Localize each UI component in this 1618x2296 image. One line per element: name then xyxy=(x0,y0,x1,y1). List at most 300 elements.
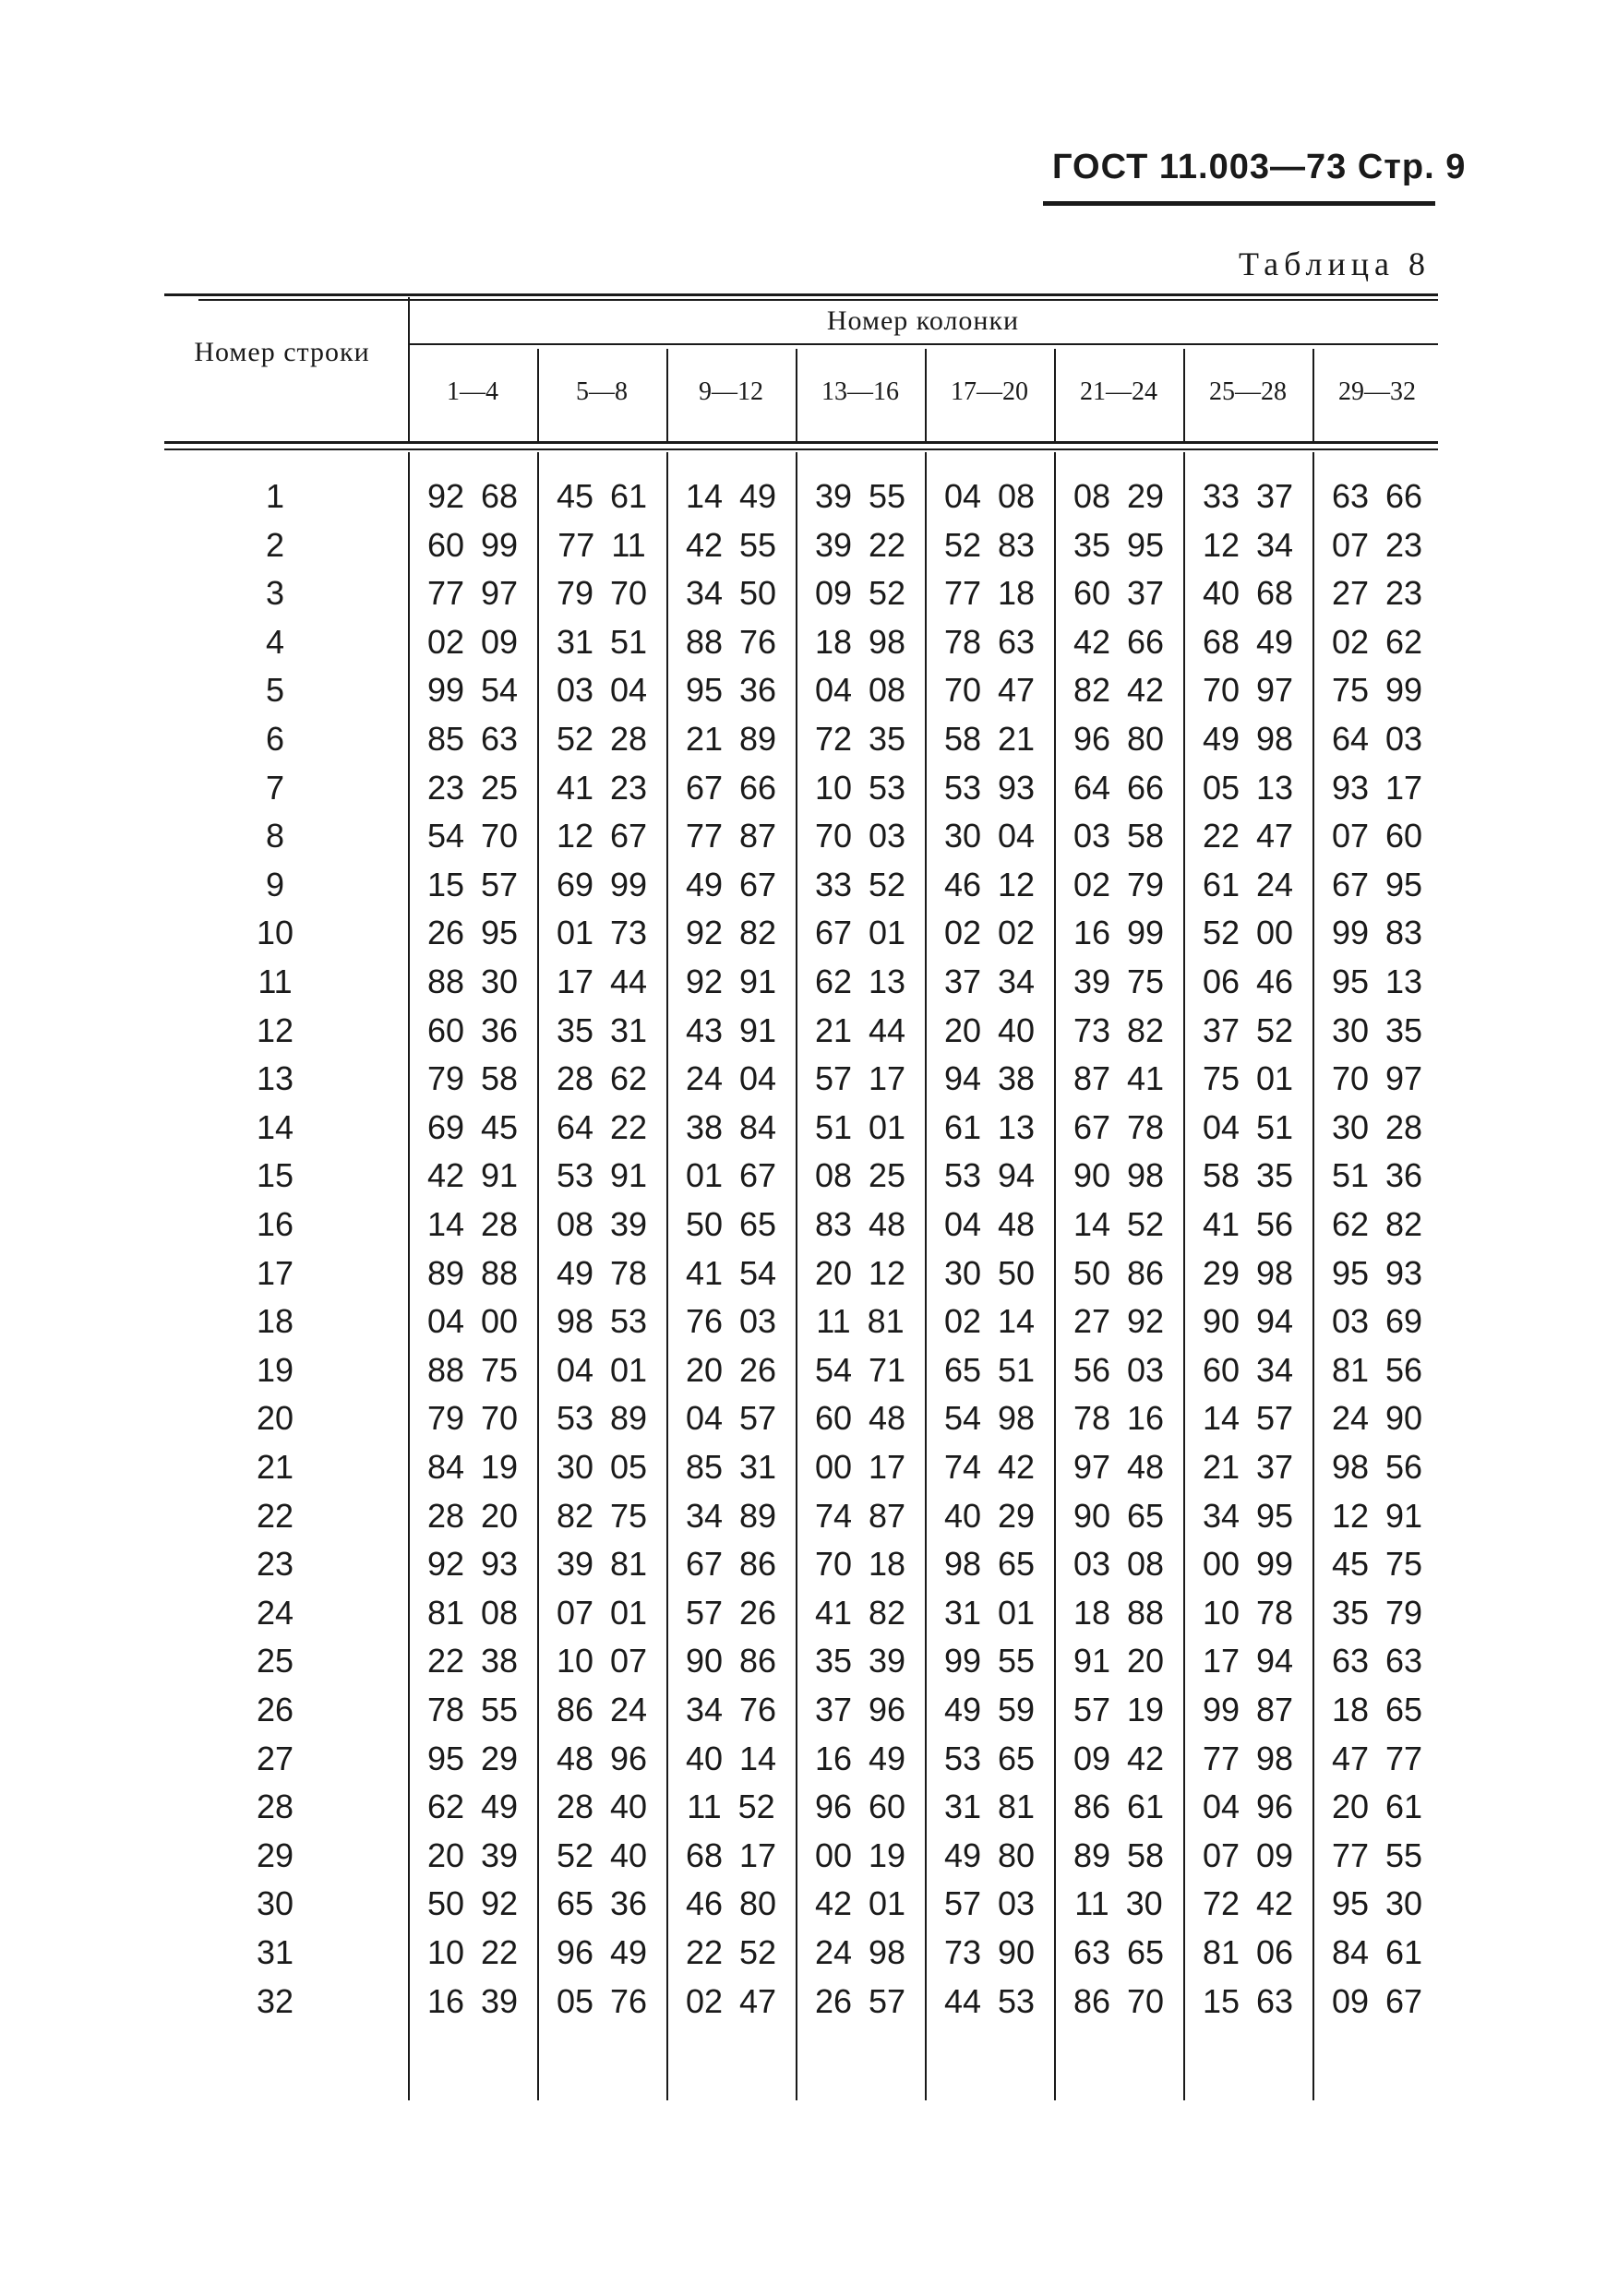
table-cell: 72 42 xyxy=(1202,1884,1294,1923)
table-cell: 39 55 xyxy=(814,477,906,515)
table-cell: 60 34 xyxy=(1202,1350,1294,1389)
table-cell: 77 87 xyxy=(685,817,777,855)
table-cell: 04 96 xyxy=(1202,1788,1294,1826)
row-number: 8 xyxy=(265,817,285,855)
table-cell: 73 90 xyxy=(943,1933,1036,1971)
table-cell: 18 88 xyxy=(1073,1593,1165,1632)
table-cell: 89 58 xyxy=(1073,1836,1165,1874)
table-cell: 07 60 xyxy=(1331,817,1423,855)
row-number: 19 xyxy=(256,1350,294,1389)
table-cell: 04 00 xyxy=(426,1302,519,1341)
table-cell: 01 73 xyxy=(556,914,648,952)
table-cell: 10 22 xyxy=(426,1933,519,1971)
table-cell: 67 01 xyxy=(814,914,906,952)
row-number: 28 xyxy=(256,1788,294,1826)
table-cell: 67 86 xyxy=(685,1545,777,1584)
table-cell: 40 68 xyxy=(1202,574,1294,613)
table-cell: 54 98 xyxy=(943,1399,1036,1438)
table-cell: 82 42 xyxy=(1073,671,1165,710)
table-cell: 56 03 xyxy=(1073,1350,1165,1389)
table-cell: 63 66 xyxy=(1331,477,1423,515)
table-cell: 05 76 xyxy=(556,1981,648,2020)
table-cell: 81 56 xyxy=(1331,1350,1423,1389)
table-cell: 20 61 xyxy=(1331,1788,1423,1826)
table-cell: 42 01 xyxy=(814,1884,906,1923)
table-cell: 61 24 xyxy=(1202,865,1294,903)
table-cell: 12 67 xyxy=(556,817,648,855)
row-number: 1 xyxy=(265,477,285,515)
table-cell: 90 86 xyxy=(685,1642,777,1680)
table-cell: 52 83 xyxy=(943,525,1036,564)
table-cell: 07 09 xyxy=(1202,1836,1294,1874)
table-cell: 47 77 xyxy=(1331,1739,1423,1777)
table-cell: 08 39 xyxy=(556,1205,648,1243)
row-number: 24 xyxy=(256,1593,294,1632)
table-cell: 98 56 xyxy=(1331,1448,1423,1486)
table-cell: 92 93 xyxy=(426,1545,519,1584)
table-cell: 78 63 xyxy=(943,622,1036,661)
table-cell: 86 24 xyxy=(556,1691,648,1728)
table-cell: 02 02 xyxy=(943,914,1036,952)
table-cell: 90 98 xyxy=(1073,1156,1165,1195)
row-number: 6 xyxy=(265,720,285,758)
table-cell: 95 36 xyxy=(685,671,777,710)
table-cell: 29 98 xyxy=(1202,1253,1294,1292)
table-cell: 08 25 xyxy=(814,1156,906,1195)
header-rule xyxy=(1043,201,1435,206)
table-cell: 39 22 xyxy=(814,525,906,564)
row-number: 31 xyxy=(256,1933,294,1971)
table-cell: 99 83 xyxy=(1331,914,1423,952)
table-cell: 99 87 xyxy=(1202,1691,1294,1728)
row-number: 25 xyxy=(256,1642,294,1680)
table-cell: 23 25 xyxy=(426,768,519,807)
table-head-rule-inner xyxy=(164,448,1438,450)
table-cell: 75 01 xyxy=(1202,1059,1294,1098)
table-cell: 18 98 xyxy=(814,622,906,661)
table-cell: 42 91 xyxy=(426,1156,519,1195)
table-cell: 70 97 xyxy=(1331,1059,1423,1098)
table-cell: 07 23 xyxy=(1331,525,1423,564)
table-cell: 57 19 xyxy=(1073,1691,1165,1728)
table-cell: 77 98 xyxy=(1202,1739,1294,1777)
table-cell: 30 05 xyxy=(556,1448,648,1486)
table-cell: 37 52 xyxy=(1202,1010,1294,1049)
table-cell: 68 17 xyxy=(685,1836,777,1874)
table-cell: 45 75 xyxy=(1331,1545,1423,1584)
table-cell: 78 55 xyxy=(426,1691,519,1728)
table-cell: 76 03 xyxy=(685,1302,777,1341)
table-cell: 88 75 xyxy=(426,1350,519,1389)
table-cell: 27 23 xyxy=(1331,574,1423,613)
table-cell: 53 89 xyxy=(556,1399,648,1438)
table-cell: 67 78 xyxy=(1073,1107,1165,1146)
table-cell: 41 54 xyxy=(685,1253,777,1292)
row-number: 3 xyxy=(265,574,285,613)
table-cell: 78 16 xyxy=(1073,1399,1165,1438)
table-cell: 94 38 xyxy=(943,1059,1036,1098)
table-cell: 54 71 xyxy=(814,1350,906,1389)
table-cell: 89 88 xyxy=(426,1253,519,1292)
table-cell: 42 66 xyxy=(1073,622,1165,661)
table-cell: 93 17 xyxy=(1331,768,1423,807)
table-cell: 12 91 xyxy=(1331,1496,1423,1535)
table-cell: 49 78 xyxy=(556,1253,648,1292)
table-cell: 43 91 xyxy=(685,1010,777,1049)
table-cell: 24 04 xyxy=(685,1059,777,1098)
table-cell: 90 94 xyxy=(1202,1302,1294,1341)
row-number: 5 xyxy=(265,671,285,710)
table-cell: 84 19 xyxy=(426,1448,519,1486)
row-number: 32 xyxy=(256,1981,294,2020)
row-number: 27 xyxy=(256,1739,294,1777)
table-cell: 64 22 xyxy=(556,1107,648,1146)
table-cell: 14 49 xyxy=(685,477,777,515)
table-cell: 07 01 xyxy=(556,1593,648,1632)
table-cell: 02 79 xyxy=(1073,865,1165,903)
table-cell: 96 60 xyxy=(814,1788,906,1826)
table-cell: 60 37 xyxy=(1073,574,1165,613)
table-cell: 24 90 xyxy=(1331,1399,1423,1438)
table-cell: 58 35 xyxy=(1202,1156,1294,1195)
column-header: 17—20 xyxy=(951,377,1028,406)
table-cell: 70 97 xyxy=(1202,671,1294,710)
table-cell: 37 96 xyxy=(814,1691,906,1728)
table-cell: 51 01 xyxy=(814,1107,906,1146)
table-cell: 79 70 xyxy=(426,1399,519,1438)
table-cell: 54 70 xyxy=(426,817,519,855)
table-cell: 27 92 xyxy=(1073,1302,1165,1341)
table-cell: 58 21 xyxy=(943,720,1036,758)
table-cell: 35 31 xyxy=(556,1010,648,1049)
column-header: 9—12 xyxy=(699,377,763,406)
table-cell: 06 46 xyxy=(1202,963,1294,1000)
table-cell: 62 13 xyxy=(814,963,906,1000)
table-cell: 72 35 xyxy=(814,720,906,758)
table-cell: 04 48 xyxy=(943,1205,1036,1243)
table-cell: 35 95 xyxy=(1073,525,1165,564)
table-cell: 00 19 xyxy=(814,1836,906,1874)
table-cell: 77 55 xyxy=(1331,1836,1423,1874)
table-cell: 34 95 xyxy=(1202,1496,1294,1535)
table-cell: 14 52 xyxy=(1073,1205,1165,1243)
table-cell: 28 62 xyxy=(556,1059,648,1098)
table-cell: 60 48 xyxy=(814,1399,906,1438)
table-cell: 70 47 xyxy=(943,671,1036,710)
table-cell: 09 52 xyxy=(814,574,906,613)
table-cell: 04 57 xyxy=(685,1399,777,1438)
table-cell: 52 40 xyxy=(556,1836,648,1874)
table-cell: 16 39 xyxy=(426,1981,519,2020)
table-cell: 20 26 xyxy=(685,1350,777,1389)
table-cell: 99 54 xyxy=(426,671,519,710)
table-cell: 08 29 xyxy=(1073,477,1165,515)
table-cell: 40 29 xyxy=(943,1496,1036,1535)
table-cell: 83 48 xyxy=(814,1205,906,1243)
column-header: 1—4 xyxy=(447,377,498,406)
table-cell: 87 41 xyxy=(1073,1059,1165,1098)
table-cell: 04 08 xyxy=(814,671,906,710)
page-header-title: ГОСТ 11.003—73 Стр. 9 xyxy=(1052,148,1467,186)
table-cell: 04 01 xyxy=(556,1350,648,1389)
table-cell: 37 34 xyxy=(943,963,1036,1000)
table-cell: 53 91 xyxy=(556,1156,648,1195)
table-cell: 57 03 xyxy=(943,1884,1036,1923)
table-cell: 10 53 xyxy=(814,768,906,807)
table-cell: 15 63 xyxy=(1202,1981,1294,2020)
table-cell: 74 87 xyxy=(814,1496,906,1535)
table-cell: 82 75 xyxy=(556,1496,648,1535)
table-cell: 41 82 xyxy=(814,1593,906,1632)
table-cell: 70 18 xyxy=(814,1545,906,1584)
table-cell: 77 11 xyxy=(557,525,646,564)
table-cell: 34 76 xyxy=(685,1691,777,1728)
table-cell: 00 99 xyxy=(1202,1545,1294,1584)
table-cell: 14 28 xyxy=(426,1205,519,1243)
column-group-rule xyxy=(408,343,1438,345)
table-cell: 96 49 xyxy=(556,1933,648,1971)
table-cell: 65 36 xyxy=(556,1884,648,1923)
table-cell: 95 13 xyxy=(1331,963,1423,1000)
column-header: 25—28 xyxy=(1209,377,1287,406)
column-header: 13—16 xyxy=(821,377,899,406)
row-number: 9 xyxy=(265,865,285,903)
table-cell: 02 14 xyxy=(943,1302,1036,1341)
table-cell: 73 82 xyxy=(1073,1010,1165,1049)
column-header: 29—32 xyxy=(1338,377,1416,406)
row-number: 17 xyxy=(256,1253,294,1292)
table-cell: 02 62 xyxy=(1331,622,1423,661)
table-cell: 42 55 xyxy=(685,525,777,564)
table-cell: 60 36 xyxy=(426,1010,519,1049)
row-number: 10 xyxy=(256,914,294,952)
table-cell: 60 99 xyxy=(426,525,519,564)
table-cell: 03 08 xyxy=(1073,1545,1165,1584)
table-cell: 30 04 xyxy=(943,817,1036,855)
table-cell: 04 51 xyxy=(1202,1107,1294,1146)
table-cell: 68 49 xyxy=(1202,622,1294,661)
table-cell: 41 56 xyxy=(1202,1205,1294,1243)
table-cell: 99 55 xyxy=(943,1642,1036,1680)
table-cell: 05 13 xyxy=(1202,768,1294,807)
table-cell: 63 63 xyxy=(1331,1642,1423,1680)
table-cell: 92 82 xyxy=(685,914,777,952)
table-cell: 74 42 xyxy=(943,1448,1036,1486)
table-cell: 46 80 xyxy=(685,1884,777,1923)
table-cell: 16 99 xyxy=(1073,914,1165,952)
table-cell: 49 67 xyxy=(685,865,777,903)
table-cell: 31 01 xyxy=(943,1593,1036,1632)
table-caption: Таблица 8 xyxy=(1239,245,1431,282)
table-cell: 09 42 xyxy=(1073,1739,1165,1777)
table-cell: 21 37 xyxy=(1202,1448,1294,1486)
table-cell: 88 30 xyxy=(426,963,519,1000)
table-cell: 63 65 xyxy=(1073,1933,1165,1971)
row-number: 26 xyxy=(256,1691,294,1728)
table-cell: 62 49 xyxy=(426,1788,519,1826)
table-cell: 69 45 xyxy=(426,1107,519,1146)
row-number: 4 xyxy=(265,622,285,661)
table-cell: 22 47 xyxy=(1202,817,1294,855)
table-cell: 65 51 xyxy=(943,1350,1036,1389)
table-cell: 86 61 xyxy=(1073,1788,1165,1826)
row-number: 22 xyxy=(256,1496,294,1535)
table-cell: 97 48 xyxy=(1073,1448,1165,1486)
table-cell: 95 29 xyxy=(426,1739,519,1777)
table-cell: 35 39 xyxy=(814,1642,906,1680)
table-cell: 81 06 xyxy=(1202,1933,1294,1971)
table-cell: 95 30 xyxy=(1331,1884,1423,1923)
table-cell: 88 76 xyxy=(685,622,777,661)
table-cell: 92 68 xyxy=(426,477,519,515)
row-number: 14 xyxy=(256,1107,294,1146)
table-cell: 84 61 xyxy=(1331,1933,1423,1971)
table-cell: 67 95 xyxy=(1331,865,1423,903)
table-cell: 50 65 xyxy=(685,1205,777,1243)
table-cell: 86 70 xyxy=(1073,1981,1165,2020)
table-cell: 31 51 xyxy=(556,622,648,661)
table-cell: 52 28 xyxy=(556,720,648,758)
table-cell: 34 89 xyxy=(685,1496,777,1535)
table-cell: 90 65 xyxy=(1073,1496,1165,1535)
table-cell: 11 81 xyxy=(816,1302,905,1341)
table-cell: 69 99 xyxy=(556,865,648,903)
table-cell: 95 93 xyxy=(1331,1253,1423,1292)
table-cell: 26 95 xyxy=(426,914,519,952)
table-cell: 17 44 xyxy=(556,963,648,1000)
table-cell: 45 61 xyxy=(556,477,648,515)
table-cell: 03 04 xyxy=(556,671,648,710)
table-cell: 57 17 xyxy=(814,1059,906,1098)
table-cell: 03 69 xyxy=(1331,1302,1423,1341)
table-cell: 11 52 xyxy=(687,1788,775,1826)
table-cell: 21 44 xyxy=(814,1010,906,1049)
table-cell: 11 30 xyxy=(1074,1884,1163,1923)
table-cell: 62 82 xyxy=(1331,1205,1423,1243)
table-cell: 85 63 xyxy=(426,720,519,758)
row-number: 16 xyxy=(256,1205,294,1243)
table-cell: 75 99 xyxy=(1331,671,1423,710)
table-cell: 38 84 xyxy=(685,1107,777,1146)
table-cell: 50 92 xyxy=(426,1884,519,1923)
table-cell: 98 65 xyxy=(943,1545,1036,1584)
table-cell: 20 12 xyxy=(814,1253,906,1292)
table-cell: 22 38 xyxy=(426,1642,519,1680)
table-cell: 92 91 xyxy=(685,963,777,1000)
table-cell: 15 57 xyxy=(426,865,519,903)
table-cell: 70 03 xyxy=(814,817,906,855)
table-cell: 49 98 xyxy=(1202,720,1294,758)
table-head-rule xyxy=(164,441,1438,444)
table-cell: 49 59 xyxy=(943,1691,1036,1728)
table-top-rule xyxy=(164,293,1438,296)
table-cell: 00 17 xyxy=(814,1448,906,1486)
table-cell: 44 53 xyxy=(943,1981,1036,2020)
table-cell: 35 79 xyxy=(1331,1593,1423,1632)
row-number: 2 xyxy=(265,525,285,564)
table-cell: 64 03 xyxy=(1331,720,1423,758)
table-cell: 01 67 xyxy=(685,1156,777,1195)
table-cell: 85 31 xyxy=(685,1448,777,1486)
table-cell: 14 57 xyxy=(1202,1399,1294,1438)
row-number: 21 xyxy=(256,1448,294,1486)
row-number: 12 xyxy=(256,1010,294,1049)
row-number: 20 xyxy=(256,1399,294,1438)
table-cell: 53 65 xyxy=(943,1739,1036,1777)
table-cell: 33 52 xyxy=(814,865,906,903)
table-cell: 31 81 xyxy=(943,1788,1036,1826)
table-cell: 34 50 xyxy=(685,574,777,613)
table-cell: 10 78 xyxy=(1202,1593,1294,1632)
column-header: 5—8 xyxy=(576,377,628,406)
row-number: 13 xyxy=(256,1059,294,1098)
table-cell: 02 09 xyxy=(426,622,519,661)
table-cell: 40 14 xyxy=(685,1739,777,1777)
table-cell: 81 08 xyxy=(426,1593,519,1632)
table-cell: 61 13 xyxy=(943,1107,1036,1146)
table-cell: 48 96 xyxy=(556,1739,648,1777)
table-cell: 64 66 xyxy=(1073,768,1165,807)
column-group-header: Номер колонки xyxy=(826,305,1020,336)
table-cell: 67 66 xyxy=(685,768,777,807)
table-cell: 33 37 xyxy=(1202,477,1294,515)
table-cell: 53 93 xyxy=(943,768,1036,807)
table-cell: 28 40 xyxy=(556,1788,648,1826)
table-cell: 10 07 xyxy=(556,1642,648,1680)
table-cell: 02 47 xyxy=(685,1981,777,2020)
table-cell: 20 40 xyxy=(943,1010,1036,1049)
table-cell: 46 12 xyxy=(943,865,1036,903)
row-number: 18 xyxy=(256,1302,294,1341)
table-cell: 50 86 xyxy=(1073,1253,1165,1292)
table-cell: 53 94 xyxy=(943,1156,1036,1195)
table-cell: 12 34 xyxy=(1202,525,1294,564)
table-cell: 79 58 xyxy=(426,1059,519,1098)
table-cell: 98 53 xyxy=(556,1302,648,1341)
table-cell: 21 89 xyxy=(685,720,777,758)
table-cell: 04 08 xyxy=(943,477,1036,515)
table-cell: 77 18 xyxy=(943,574,1036,613)
table-cell: 24 98 xyxy=(814,1933,906,1971)
column-header: 21—24 xyxy=(1080,377,1157,406)
table-cell: 57 26 xyxy=(685,1593,777,1632)
table-cell: 16 49 xyxy=(814,1739,906,1777)
table-cell: 79 70 xyxy=(556,574,648,613)
table-cell: 39 81 xyxy=(556,1545,648,1584)
row-number: 29 xyxy=(256,1836,294,1874)
table-cell: 17 94 xyxy=(1202,1642,1294,1680)
row-number: 23 xyxy=(256,1545,294,1584)
table-cell: 30 35 xyxy=(1331,1010,1423,1049)
table-cell: 77 97 xyxy=(426,574,519,613)
table-cell: 18 65 xyxy=(1331,1691,1423,1728)
table-cell: 28 20 xyxy=(426,1496,519,1535)
row-number: 11 xyxy=(258,963,293,1000)
table-cell: 30 28 xyxy=(1331,1107,1423,1146)
table-cell: 49 80 xyxy=(943,1836,1036,1874)
row-number-header: Номер строки xyxy=(194,337,370,367)
row-number: 15 xyxy=(256,1156,294,1195)
table-cell: 09 67 xyxy=(1331,1981,1423,2020)
table-cell: 39 75 xyxy=(1073,963,1165,1000)
table-cell: 91 20 xyxy=(1073,1642,1165,1680)
table-cell: 20 39 xyxy=(426,1836,519,1874)
row-number: 30 xyxy=(256,1884,294,1923)
table-cell: 03 58 xyxy=(1073,817,1165,855)
table-cell: 22 52 xyxy=(685,1933,777,1971)
table-cell: 26 57 xyxy=(814,1981,906,2020)
row-number: 7 xyxy=(265,768,285,807)
